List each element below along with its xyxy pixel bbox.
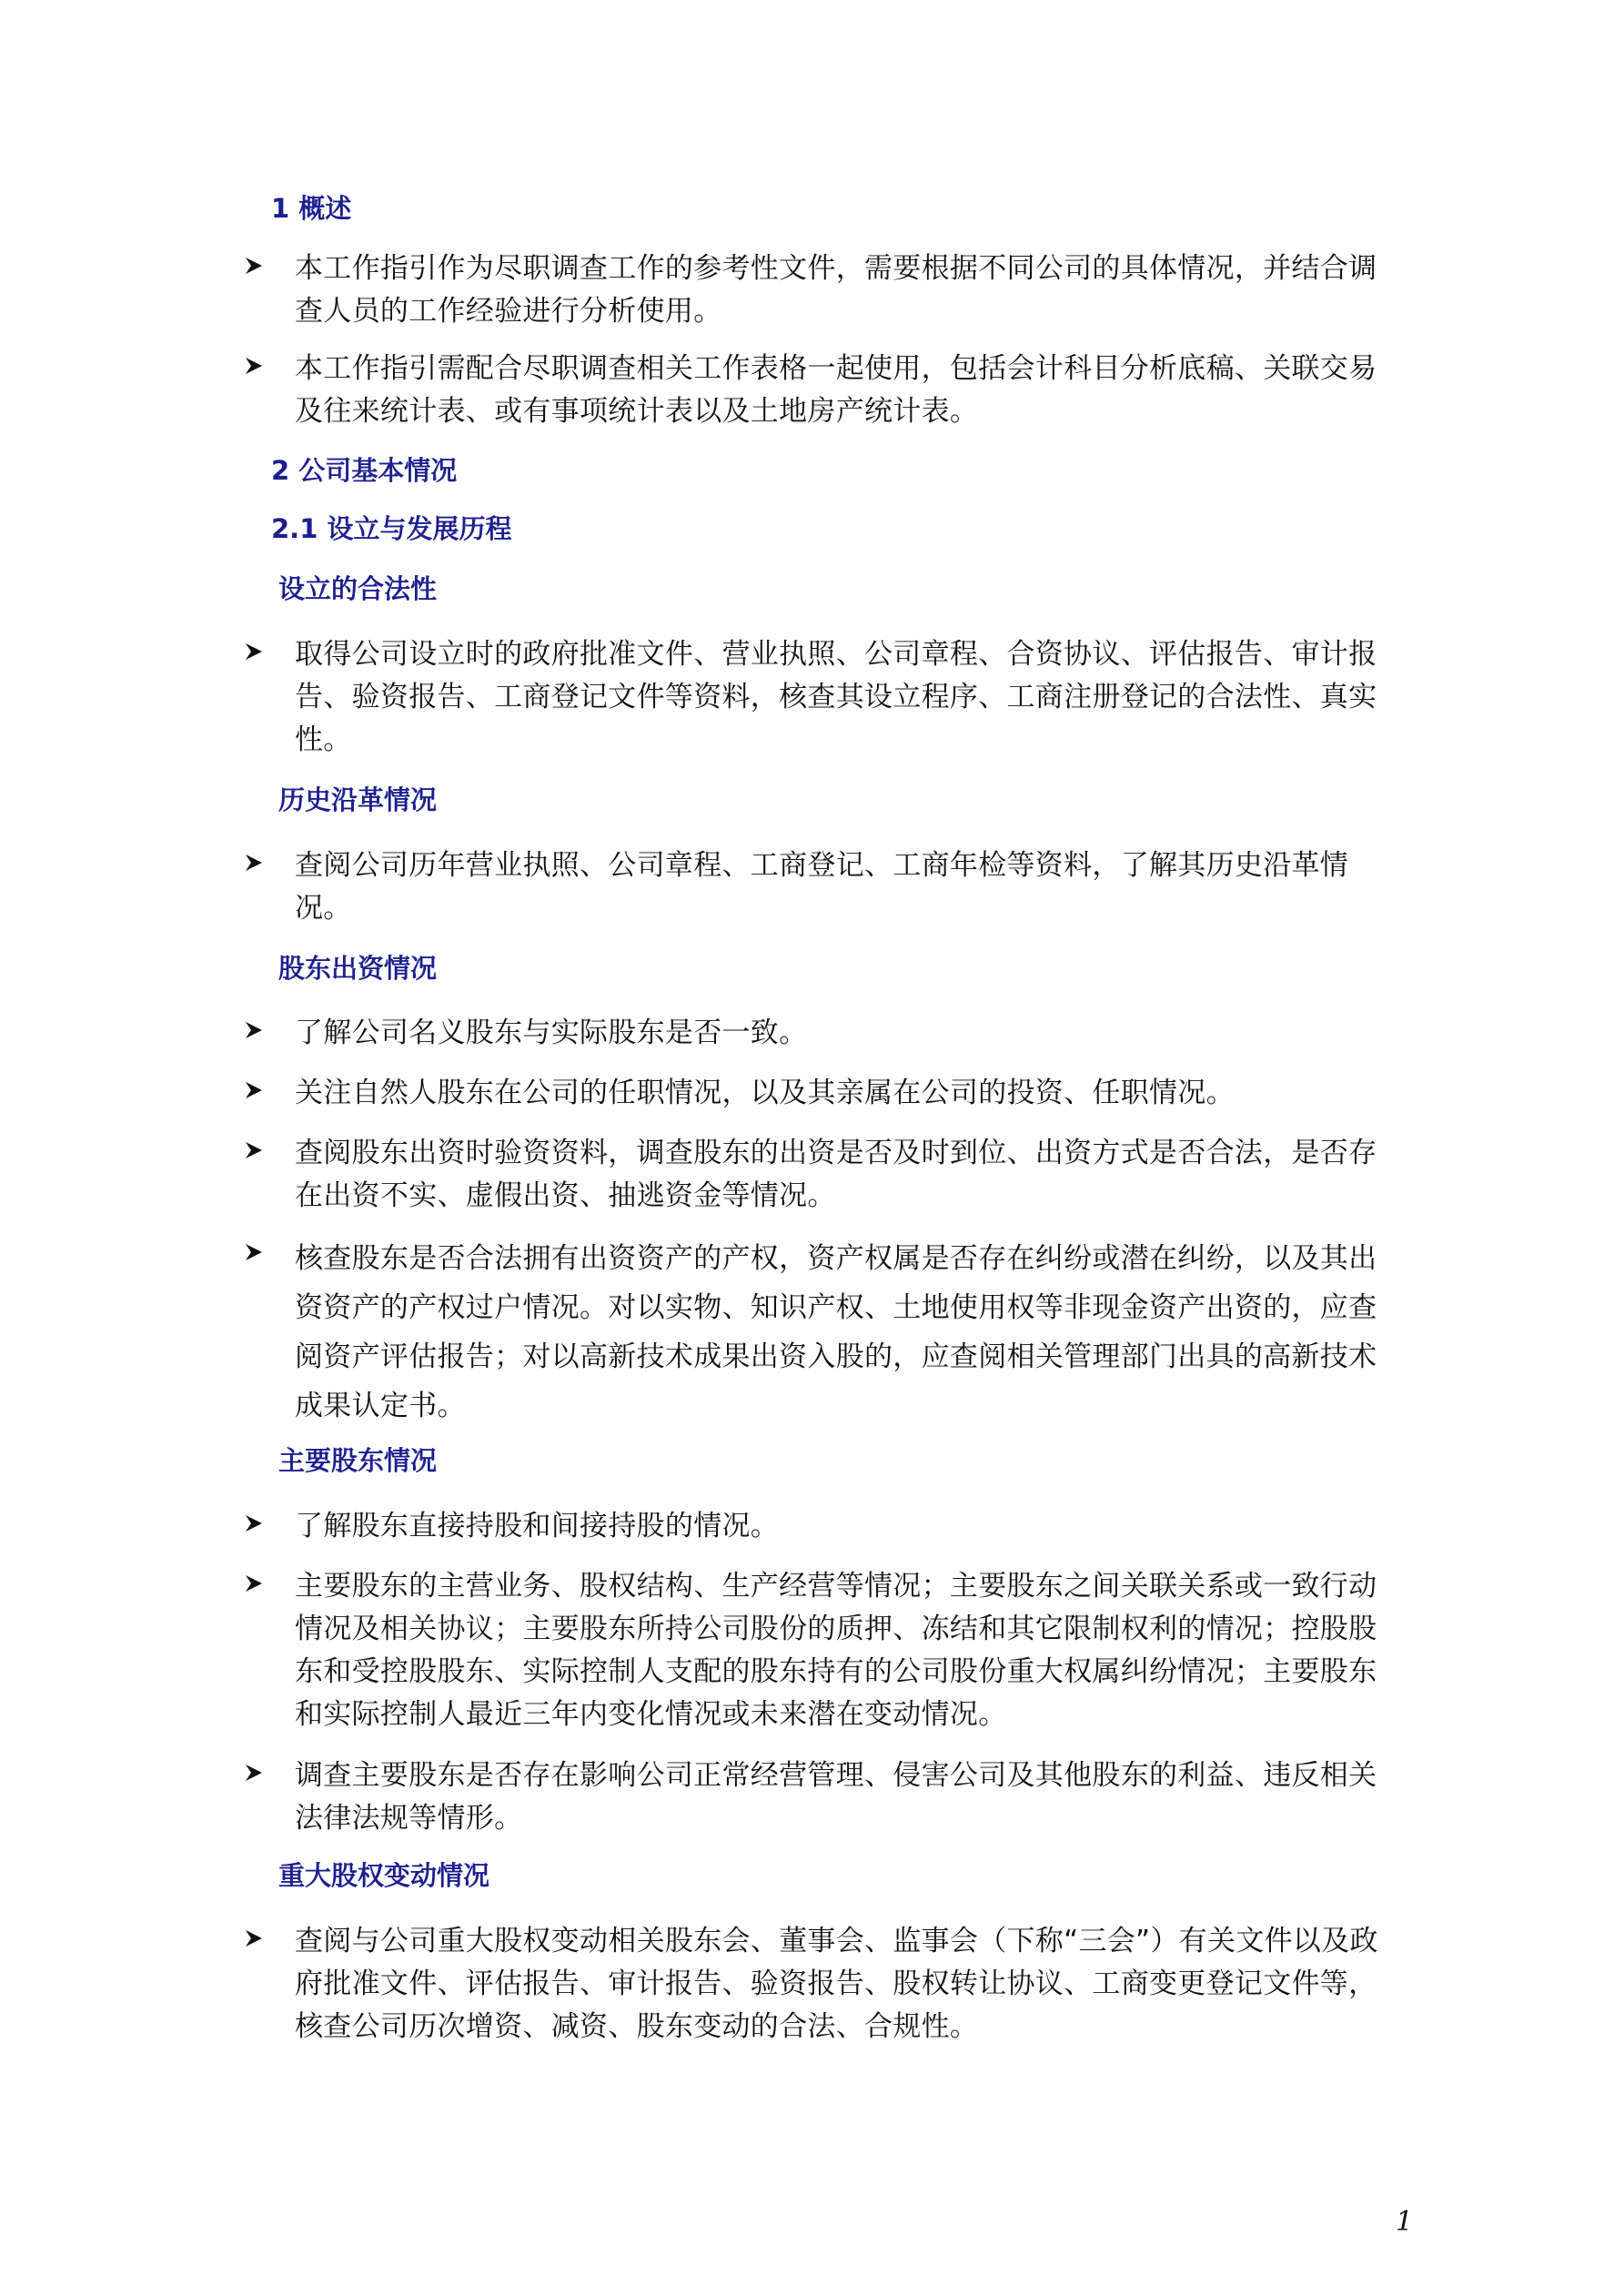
subheading-major-shareholders: 主要股东情况 [278, 1445, 438, 1476]
bullet-text: 关注自然人股东在公司的任职情况，以及其亲属在公司的投资、任职情况。 [295, 1077, 1235, 1109]
bullet-text: 核查股东是否合法拥有出资资产的产权，资产权属是否存在纠纷或潜在纠纷，以及其出资资产的产权过户情况。对以实物、知识产权、土地使用权等非现金资产出资的，应查阅资产评估报告；对以高新技术成果出资入股的，应查阅相关管理部门出具的高新技术成果认定书。 [295, 1242, 1377, 1422]
arrow-bullet-icon [244, 1080, 264, 1100]
bullet-text: 查阅与公司重大股权变动相关股东会、董事会、监事会（下称“三会”）有关文件以及政府批准文件、评估报告、审计报告、验资报告、股权转让协议、工商变更登记文件等，核查公司历次增资、减资、股东变动的合法、合规性。 [295, 1925, 1378, 2043]
bullet-text: 调查主要股东是否存在影响公司正常经营管理、侵害公司及其他股东的利益、违反相关法律法规等情形。 [295, 1759, 1377, 1835]
arrow-bullet-icon [244, 1020, 264, 1040]
bullet-text: 了解股东直接持股和间接持股的情况。 [295, 1510, 780, 1542]
section-heading-establishment: 2.1 设立与发展历程 [271, 513, 512, 544]
arrow-bullet-icon [244, 1928, 264, 1948]
bullet-text: 取得公司设立时的政府批准文件、营业执照、公司章程、合资协议、评估报告、审计报告、验资报告、工商登记文件等资料，核查其设立程序、工商注册登记的合法性、真实性。 [295, 638, 1377, 756]
bullet-text: 本工作指引需配合尽职调查相关工作表格一起使用，包括会计科目分析底稿、关联交易及往来统计表、或有事项统计表以及土地房产统计表。 [295, 352, 1377, 428]
arrow-bullet-icon [244, 1513, 264, 1533]
bullet-text: 主要股东的主营业务、股权结构、生产经营等情况；主要股东之间关联关系或一致行动情况及相关协议；主要股东所持公司股份的质押、冻结和其它限制权利的情况；控股股东和受控股股东、实际控制人支配的股东持有的公司股份重大权属纠纷情况；主要股东和实际控制人最近三年内变化情况或未来潜在变动情况。 [295, 1570, 1377, 1731]
arrow-bullet-icon [244, 1242, 264, 1262]
section-heading-overview: 1 概述 [271, 193, 352, 224]
arrow-bullet-icon [244, 256, 264, 276]
arrow-bullet-icon [244, 642, 264, 662]
subheading-capital-contribution: 股东出资情况 [278, 953, 438, 984]
subheading-history: 历史沿革情况 [278, 784, 438, 815]
arrow-bullet-icon [244, 356, 264, 376]
subheading-legality: 设立的合法性 [278, 573, 438, 604]
page-number: 1 [1396, 2206, 1414, 2238]
bullet-text: 查阅股东出资时验资资料，调查股东的出资是否及时到位、出资方式是否合法，是否存在出资不实、虚假出资、抽逃资金等情况。 [295, 1137, 1377, 1212]
bullet-text: 查阅公司历年营业执照、公司章程、工商登记、工商年检等资料，了解其历史沿革情况。 [295, 849, 1349, 925]
arrow-bullet-icon [244, 1140, 264, 1160]
arrow-bullet-icon [244, 853, 264, 873]
arrow-bullet-icon [244, 1763, 264, 1783]
bullet-text: 了解公司名义股东与实际股东是否一致。 [295, 1017, 808, 1049]
subheading-equity-changes: 重大股权变动情况 [278, 1860, 490, 1891]
section-heading-company-basics: 2 公司基本情况 [271, 455, 458, 486]
bullet-text: 本工作指引作为尽职调查工作的参考性文件，需要根据不同公司的具体情况，并结合调查人员的工作经验进行分析使用。 [295, 252, 1377, 328]
arrow-bullet-icon [244, 1573, 264, 1593]
